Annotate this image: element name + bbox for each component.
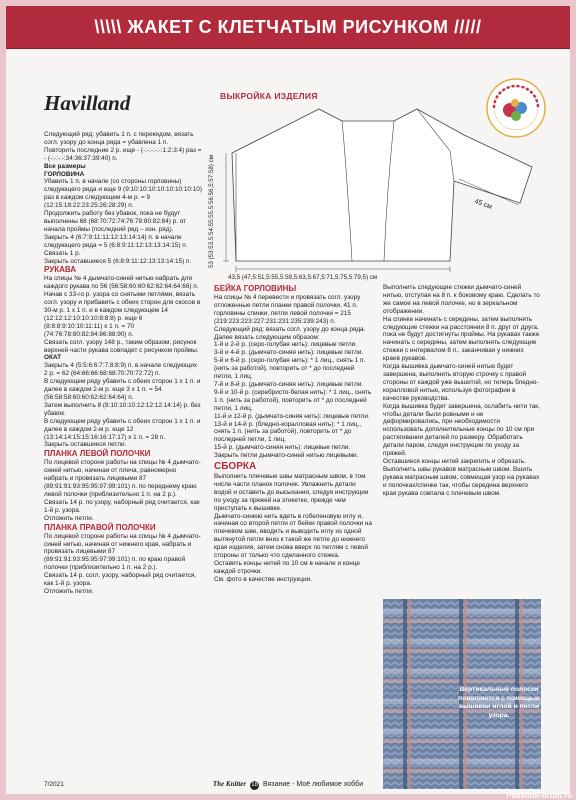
paragraph: Оставить концы нитей по 10 см в начале и конце каждой строчки. — [214, 560, 360, 575]
magazine-name: The Knitter — [212, 780, 247, 788]
paragraph: Следующий ряд: убавить 1 п. с перекидом, вязать согл. узору до конца ряда = убавлена 1 п. — [44, 131, 194, 146]
garment-schematic — [214, 101, 544, 291]
header-banner — [6, 6, 570, 49]
section-heading: ПЛАНКА ЛЕВОЙ ПОЛОЧКИ — [44, 449, 151, 459]
issue-number: 7/2021 — [44, 781, 64, 788]
paragraph: Выполнить плечевые швы матрасным швом, в том числе части планок полочек. Увлажнить детали водой и оставить до высыхания, следуя инструкции по уходу за пряжей на этикетке, прежде чем приступать к вышивке. — [214, 473, 369, 512]
watermark: PassionForum.ru — [506, 791, 572, 800]
paragraph: 11-й и 12-й р. (дымчато-синяя нить): лицевые петли. — [214, 412, 370, 420]
paragraph: 7-й и 8-й р. (дымчато-синяя нить): лицевые петли. — [214, 380, 364, 388]
paragraph: В следующем ряду убавить с обеих сторон 1 х 1 п. и далее в каждом 2-м р. еще 3 х 1 п. = 54 (56:58:58:60:60:62:62:64:64) п. — [44, 378, 201, 401]
paragraph: 15-й р. (дымчато-синяя нить): лицевые петли. — [214, 444, 351, 452]
paragraph: Связать согл. узору 148 р., таким образом, рисунок верхней части рукава совпадет с рисунком проймы. — [44, 338, 199, 354]
paragraph: 5-й и 6-й р. (серо-голубая нить): * 1 лиц., снять 1 п. (нить за работой), повторить от * до последней петли, 1 лиц. — [214, 357, 366, 381]
paragraph: На спицы № 4 перевести и провязать согл. узору отложенные петли планки правой полочки, 41 п. горловины спинки, петли левой полочки = 215 (219:223:223:227:231:231:235:239:243) п. — [214, 294, 361, 325]
schema-height-label: 53 (53:53,5:54:55:55,5:56:56,5:57:58) см — [208, 155, 215, 268]
paragraph: Далее вязать следующим образом: — [214, 333, 320, 341]
paragraph: Следующий ряд: вязать согл. узору до конца ряда. — [214, 325, 366, 333]
footer — [6, 780, 570, 790]
paragraph: Связать 14 р. согл. узору, наборный ряд считается, как 1-й р. узора. — [44, 572, 197, 588]
paragraph: Когда вышивка дымчато-синей нитью будет завершена, выполнить вторую строчку с правой стороны от каждой уже вышитой, но теперь бледно-коралловой нитью, используя фотографии в качестве руководства. — [383, 363, 539, 402]
paragraph: По лицевой стороне работы на спицы № 4 дымчато-синей нитью, начиная от плеча, равномерно набрать и провязать лицевыми 87 (89:91:91:93:95:95:97:99:101) п. по переднему краю левой полочки (приблизительно 1 п. на 2 р.). — [44, 459, 201, 498]
paragraph: Закрыть петли дымчато-синей нитью лицевыми. — [214, 452, 359, 460]
page — [6, 6, 570, 794]
schema-width-label: 43,5 (47,5:51,5:55,5:59,5:63,5:67,5:71,5:75,5:79,5) см — [228, 274, 378, 281]
magazine-tagline: Вязание - Моё любимое хобби — [263, 781, 364, 788]
paragraph: На спинке начинать с середины, затем выполнять следующие стежки на расстоянии 8 п. друг от друга, пока не будут достигнуты проймы. На рукавах также начинать с середины, затем выполнять следующие стежки с интервалом 8 п., заканчивая у нижних краев рукавов. — [383, 315, 540, 363]
paragraph: Закрыть 4 (6:7:9:11:11:12:13:14:14) п. в начале следующего ряда = 5 (6:8:9:11:12:13:13:14:15) п. — [44, 233, 188, 249]
paragraph: Закрыть 4 (5:5:6:6:7:7:8:8:9) п. в начале следующих 2 р. = 62 (64:66:66:68:68:70:70:72:72) п. — [44, 362, 198, 378]
paragraph: 1-й и 2-й р. (серо-голубая нить): лицевые петли. — [214, 341, 357, 349]
paragraph: На спицы № 4 дымчато-синей нитью набрать для каждого рукава по 56 (56:58:60:60:62:62:64:64:66) п. — [44, 275, 199, 291]
section-heading: СБОРКА — [214, 461, 257, 473]
paragraph: Закрыть оставшиеся 5 (6:8:9:11:12:13:13:14:15) п. — [44, 257, 192, 265]
paragraph: Повторить последние 2 р. еще - (-:-:-:-:-:1:2:3:4) раз = - (-:-:-:-:34:36:37:39:40) п. — [44, 146, 202, 162]
paragraph: Связать 14 р. по узору, наборный ряд считается, как 1-й р. узора. — [44, 498, 200, 514]
section-subtitle: ГОРЛОВИНА — [44, 170, 85, 178]
schema-title: ВЫКРОЙКА ИЗДЕЛИЯ — [220, 91, 318, 101]
paragraph: Убавить 1 п. в начале (со стороны горловины) следующего ряда и еще 9 (9:10:10:10:10:10:10:10:10) раз в каждом следующем 4-м р. = 9 (12:15:18:22:23:25:26:28:29) п. — [44, 178, 202, 210]
paragraph: См. фото в качестве инструкции. — [214, 575, 312, 583]
column-3 — [383, 284, 541, 497]
paragraph: По лицевой стороне работы на спицы № 4 дымчато-синей нитью, начиная от нижнего края, набрать и провязать лицевыми 87 (89:91:91:93:95:95:97:99:101) п. по краю правой полочки (приблизительно 1 п. на 2 р.). — [44, 532, 201, 572]
section-heading: ПЛАНКА ПРАВОЙ ПОЛОЧКИ — [44, 522, 156, 532]
paragraph: Отложить петли. — [44, 587, 94, 595]
photo-caption: Вертикальные полоски появляются с помощью вышивки иглой и петли узора. — [458, 686, 540, 719]
paragraph: Оставшиеся концы нитей закрепить и обрезать. — [383, 457, 526, 465]
section-heading: РУКАВА — [44, 265, 77, 275]
page-title: \\\\\ ЖАКЕТ С КЛЕТЧАТЫМ РИСУНКОМ ///// — [94, 17, 482, 37]
paragraph: 3-й и 4-й р. (дымчато-синяя нить): лицевые петли. — [214, 349, 364, 357]
pattern-name: Havilland — [44, 91, 131, 115]
paragraph: Закрыть оставшиеся петли. — [44, 441, 127, 449]
schema-sleeve-label: 45 см — [473, 198, 493, 211]
paragraph: Дымчато-синюю нить вдеть в гобеленовую иглу и, начиная со второй петли от бейки правой полочки на плечевом шве, вводить и выводить иглу из одной вытянутой петли вниз к такой же петле до нижнего края изделия, затем снова вверх по петлям с левой стороны от только что сделанного стежка. — [214, 512, 372, 560]
paragraph: Выполнить швы рукавов матрасным швом. Вшить рукава матрасным швом, совмещая узор на рукавах и полочках/спинке так, чтобы середина верхнего края рукава совпала с плечевым швом. — [383, 465, 540, 497]
paragraph: Связать 1 р. — [44, 249, 81, 257]
paragraph: Затем выполнить 8 (8:10:10:10:12:12:12:14:14) р. без убавок. — [44, 401, 201, 417]
page-number: 18 — [251, 782, 258, 788]
section-heading: БЕЙКА ГОРЛОВИНЫ — [214, 284, 297, 293]
paragraph: 13-й и 14-й р. (бледно-коралловая нить): * 1 лиц., снять 1 п. (нить за работой), повторить от * до последней петли, 1 лиц. — [214, 420, 362, 444]
paragraph: Начав с 33-го р. узора со снятыми петлями, вязать согл. узору и прибавить с обеих сторон для скосов в 30-м р. 1 х 1 п. и в каждом следующем 14 (12:12:12:10:10:10:8:8:8) р. еще 6 (8:8:8:9:10:10:11:11) х 1 п. = 70 (74:76:78:80:82:84:86:88:90) п. — [44, 291, 201, 338]
paragraph: Когда вышивка будет завершена, ослабить нити так, чтобы детали были ровными и не деформировались, при необходимости использовать дополнительные концы по 10 см при растягивании деталей по размеру. Обработать детали паром, следуя инструкции по уходу за пряжей. — [383, 402, 540, 458]
section-subtitle: ОКАТ — [44, 354, 62, 362]
paragraph: 9-й и 10-й р. (серебристо-белая нить): * 1 лиц., снять 1 п. (нить за работой), повторить от * до последней петли, 1 лиц. — [214, 388, 372, 412]
paragraph: Выполнить следующие стежки дымчато-синей нитью, отступая на 8 п. к боковому краю. Сделать то же самое на левой полочке, но в зеркальном отображении. — [383, 284, 540, 315]
column-1 — [44, 131, 202, 596]
column-2 — [214, 284, 374, 584]
section-subtitle: Все размеры — [44, 162, 86, 170]
paragraph: Отложить петли. — [44, 514, 94, 522]
paragraph: В следующем ряду убавить с обеих сторон 1 х 1 п. и далее в каждом 2-м р. еще 12 (13:14:14:15:15:16:16:17:17) х 1 п. = 28 п. — [44, 417, 201, 441]
paragraph: Продолжить работу без убавок, пока не будут выполнены 68 (68:70:72:74:76:78:80:82:84) р. от начала проймы (последний ряд – изн. ряд). — [44, 210, 187, 233]
